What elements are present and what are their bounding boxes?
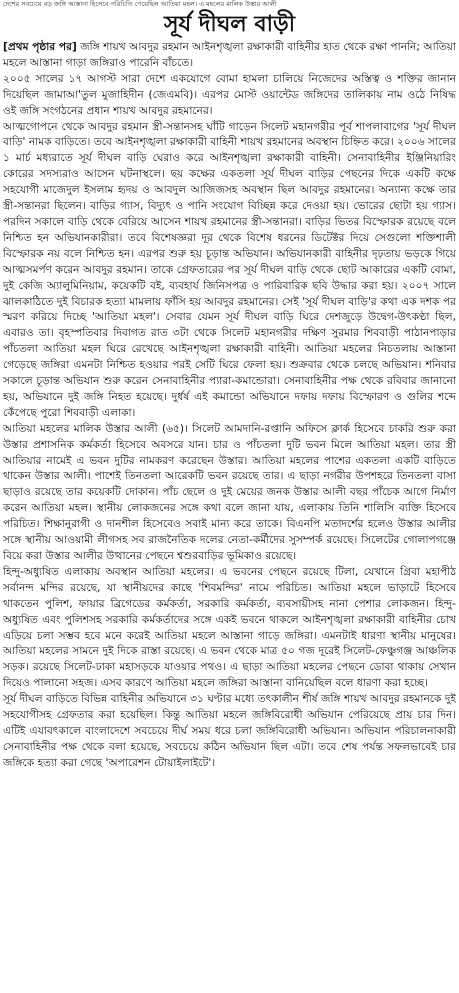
- article-paragraph: সূর্য দীঘল বাড়িতে বিভিন্ন বাহিনীর অভিযানে ৩১ ঘণ্টার মধ্যে তৎকালীন শীর্ষ জঙ্গি শায়খ আবদুর রহমানকে দুই সহযোগীসহ গ্রেফতার করা হয়েছিল। কিন্তু আতিয়া মহলে জঙ্গিবিরোধী অভিযান পেরিয়েছে প্রায় চার দিন। এটিই এযাবৎকালে বাংলাদেশে সবচেয়ে দীর্ঘ সময় ধরে চলা জঙ্গিবিরোধী অভিযান। অভিযান পরিচালনাকারী সেনাবাহিনীর পক্ষ থেকে বলা হয়েছে, সবচেয়ে কঠিন অভিযান ছিল এটা। তবে শেষ পর্যন্ত সফলভাবেই চার জঙ্গিকে হত্যা করা গেছে 'অপারেশন টোয়াইলাইটে'।: [3, 693, 456, 769]
- previous-article-tail: দেশের সবচেয়ে বড় জঙ্গি আস্তানা হিসেবে পরিচিতি পেয়েছিল আতিয়া মহল। এ মহলের মালিক উস্তার আলী: [3, 0, 277, 8]
- article-paragraph: হিন্দু-অধ্যুষিত এলাকায় অবস্থান আতিয়া মহলের। এ ভবনের পেছনে রয়েছে টিলা, যেখানে গ্রিবা মহাপীঠ সর্বানন্দ মন্দির রয়েছে, যা স্থানীয়দের কাছে 'শিবমন্দির' নামে পরিচিত। আতিয়া মহলে ভাড়াটে হিসেবে থাকতেন পুলিশ, ফায়ার ব্রিগেডের কর্মকর্তা, সরকারি কর্মকর্তা, ব্যবসায়ীসহ নানা পেশার লোকজন। হিন্দু-অধ্যুষিত এবং পুলিশসহ সরকারি কর্মকর্তাদের সঙ্গে একই ভবনে থাকলে আইনশৃঙ্খলা রক্ষাকারী বাহিনীর চোখ এড়িয়ে চলা সম্ভব হবে মনে করেই আতিয়া মহলে আস্তানা গাড়ে জঙ্গিরা। এমনটাই ধারণা স্থানীয় মানুষের। আতিয়া মহলের সামনে দুই দিকে রাস্তা রয়েছে। এ ভবন থেকে মাত্র ৫০ গজ দূরেই সিলেট-ফেঞ্চুগঞ্জ আঞ্চলিক সড়ক। রয়েছে সিলেট-ঢাকা মহাসড়কে যাওয়ার পথও। এ ছাড়া আতিয়া মহলের পেছনে ডোবা থাকায় সেখান দিয়েও পালানো সহজ। এসব কারণে আতিয়া মহলে জঙ্গিরা আস্তানা বানিয়েছিল বলে ধারণা করা হচ্ছে।: [3, 565, 456, 690]
- article-paragraph: ২০০৫ সালের ১৭ আগস্ট সারা দেশে একযোগে বোমা হামলা চালিয়ে নিজেদের অস্তিত্ব ও শক্তির জানান দিয়েছিল জামাআ'তুল মুজাহিদীন (জেএমবি)। এরপর মোস্ট ওয়ান্টেড জঙ্গিদের তালিকায় নাম ওঠে নিষিদ্ধ ওই জঙ্গি সংগঠনের প্রধান শায়খ আবদুর রহমানের।: [3, 72, 456, 117]
- article-headline: সূর্য দীঘল বাড়ী: [164, 11, 295, 37]
- jump-label: [প্রথম পৃষ্ঠার পর]: [3, 41, 77, 53]
- article-paragraph: আত্মগোপনে থেকে আবদুর রহমান স্ত্রী-সন্তানসহ ঘাঁটি গাড়েন সিলেট মহানগরীর পূর্ব শাপলাবাগের 'সূর্য দীঘল বাড়ি' নামক বাড়িতে। তবে আইনশৃঙ্খলা রক্ষাকারী বাহিনী শায়খ রহমানের অবস্থান চিহ্নিত করে। ২০০৬ সালের ১ মার্চ মধ্যরাতে সূর্য দীঘল বাড়ি ঘেরাও করে আইনশৃঙ্খলা রক্ষাকারী বাহিনী। সেনাবাহিনীর ইঞ্জিনিয়ারিং কোরের সদস্যরাও আসেন ঘটনাস্থলে। ছয় কক্ষের একতলা সূর্য দীঘল বাড়ির পেছনের দিকে একটি কক্ষে সহযোগী মাজেদুল ইসলাম হৃদয় ও আবদুল আজিজসহ অবস্থান ছিল আবদুর রহমানের। অন্যান্য কক্ষে তার স্ত্রী-সন্তানরা ছিলেন। বাড়ির গ্যাস, বিদ্যুৎ ও পানি সংযোগ বিচ্ছিন্ন করে দেওয়া হয়। ভোরের ছোটা হয় গ্যাস। পরদিন সকালে বাড়ি থেকে বেরিয়ে আসেন শায়খ রহমানের স্ত্রী-সন্তানরা। বাড়ির ভিতর বিস্ফোরক রয়েছে বলে নিশ্চিত হন অভিযানকারীরা। তবে বিশেষজ্ঞরা দূর থেকে বিশেষ ধরনের ডিটেক্টর দিয়ে সেগুলো শক্তিশালী বিস্ফোরক নয় বলে নিশ্চিত হন। এরপর শুরু হয় চূড়ান্ত অভিযান। অভিযানকারী বাহিনীর দৃঢ়তায় ভড়কে গিয়ে আত্মসমর্পণ করেন আবদুর রহমান। তাকে গ্রেফতারের পর সূর্য দীঘল বাড়ি থেকে ছোট আকারের একটি বোমা, দুই কেজি অ্যালুমিনিয়াম, কয়েকটি বই, ব্যবহার্য জিনিসপত্র ও পারিবারিক ছবি উদ্ধার করা হয়। ২০০৭ সালে ঝালকাঠিতে দুই বিচারক হত্যা মামলায় ফাঁসি হয় আবদুর রহমানের। সেই 'সূর্য দীঘল বাড়ি'র কথা এক দশক পর স্মরণ করিয়ে দিচ্ছে 'আতিয়া মহল'। সেবার যেমন সূর্য দীঘল বাড়ি ঘিরে দেশজুড়ে উদ্বেগ-উৎকণ্ঠা ছিল, এবারও তা। বৃহস্পতিবার দিবাগত রাত ৩টা থেকে সিলেট মহানগরীর দক্ষিণ সুরমার শিববাড়ী পাঠানপাড়ার পাঁচতলা আতিয়া মহল ঘিরে রেখেছে আইনশৃঙ্খলা রক্ষাকারী বাহিনী। আতিয়া মহলের নিচতলায় আস্তানা গেড়েছে জঙ্গিরা এমনটা নিশ্চিত হওয়ার পরই সেটি ঘিরে ফেলা হয়। শুক্রবার থেকে চলছে অভিযান। শনিবার সকালে চূড়ান্ত অভিযান শুরু করেন সেনাবাহিনীর প্যারা-কমান্ডোরা। সেনাবাহিনীর পক্ষ থেকে রবিবার জানানো হয়, অভিযানে দুই জঙ্গি নিহত হয়েছে। দুর্ধর্ষ এই কমান্ডো অভিযানে দফায় দফায় বিস্ফোরণ ও গুলির শব্দে কেঁপেছে পুরো শিববাড়ী এলাকা।: [3, 120, 457, 419]
- article-intro: [3, 40, 456, 72]
- article-paragraph: আতিয়া মহলের মালিক উস্তার আলী (৬৫)। সিলেট আমদানি-রপ্তানি অফিসে ক্লার্ক হিসেবে চাকরি শুরু করা উস্তার প্রশাসনিক কর্মকর্তা হিসেবে অবসরে যান। চার ও পাঁচতলা দুটি ভবন মিলে আতিয়া মহল। তার স্ত্রী আতিয়ার নামেই এ ভবন দুটির নামকরণ করেছেন উস্তার। আতিয়া মহলের পাশের একতলা একটি বাড়িতে থাকেন উস্তার আলী। পাশেই তিনতলা আরেকটি ভবন রয়েছে তার। এ ছাড়া নগরীর উপশহরে তিনতলা বাসা ছাড়াও রয়েছে তার কয়েকটি দোকান। পাঁচ ছেলে ও দুই মেয়ের জনক উস্তার আলী বছর পাঁচেক আগে নির্মাণ করেন আতিয়া মহল। স্থানীয় লোকজনের সঙ্গে কথা বলে জানা যায়, এলাকায় তিনি শালিসি ব্যক্তি হিসেবে পরিচিত। শিক্ষানুরাগী ও দানশীল হিসেবেও সবাই মান্য করে তাকে। বিএনপি মতাদর্শের হলেও উস্তার আলীর সঙ্গে স্থানীয় আওয়ামী লীগসহ সব রাজনৈতিক দলের নেতা-কর্মীদের সুসম্পর্ক রয়েছে। সিলেটের গোলাপগঞ্জে বিয়ে করা উস্তার আলীর উত্থানের পেছনে শ্বশুরবাড়ির ভূমিকাও রয়েছে।: [3, 422, 456, 562]
- article-body: [3, 40, 456, 772]
- intro-text: জঙ্গি শায়খ আবদুর রহমান আইনশৃঙ্খলা রক্ষাকারী বাহিনীর হাত থেকে রক্ষা পাননি; আতিয়া মহলে আস্তানা গাড়া জঙ্গিরাও পারেনি বাঁচতে।: [3, 41, 456, 69]
